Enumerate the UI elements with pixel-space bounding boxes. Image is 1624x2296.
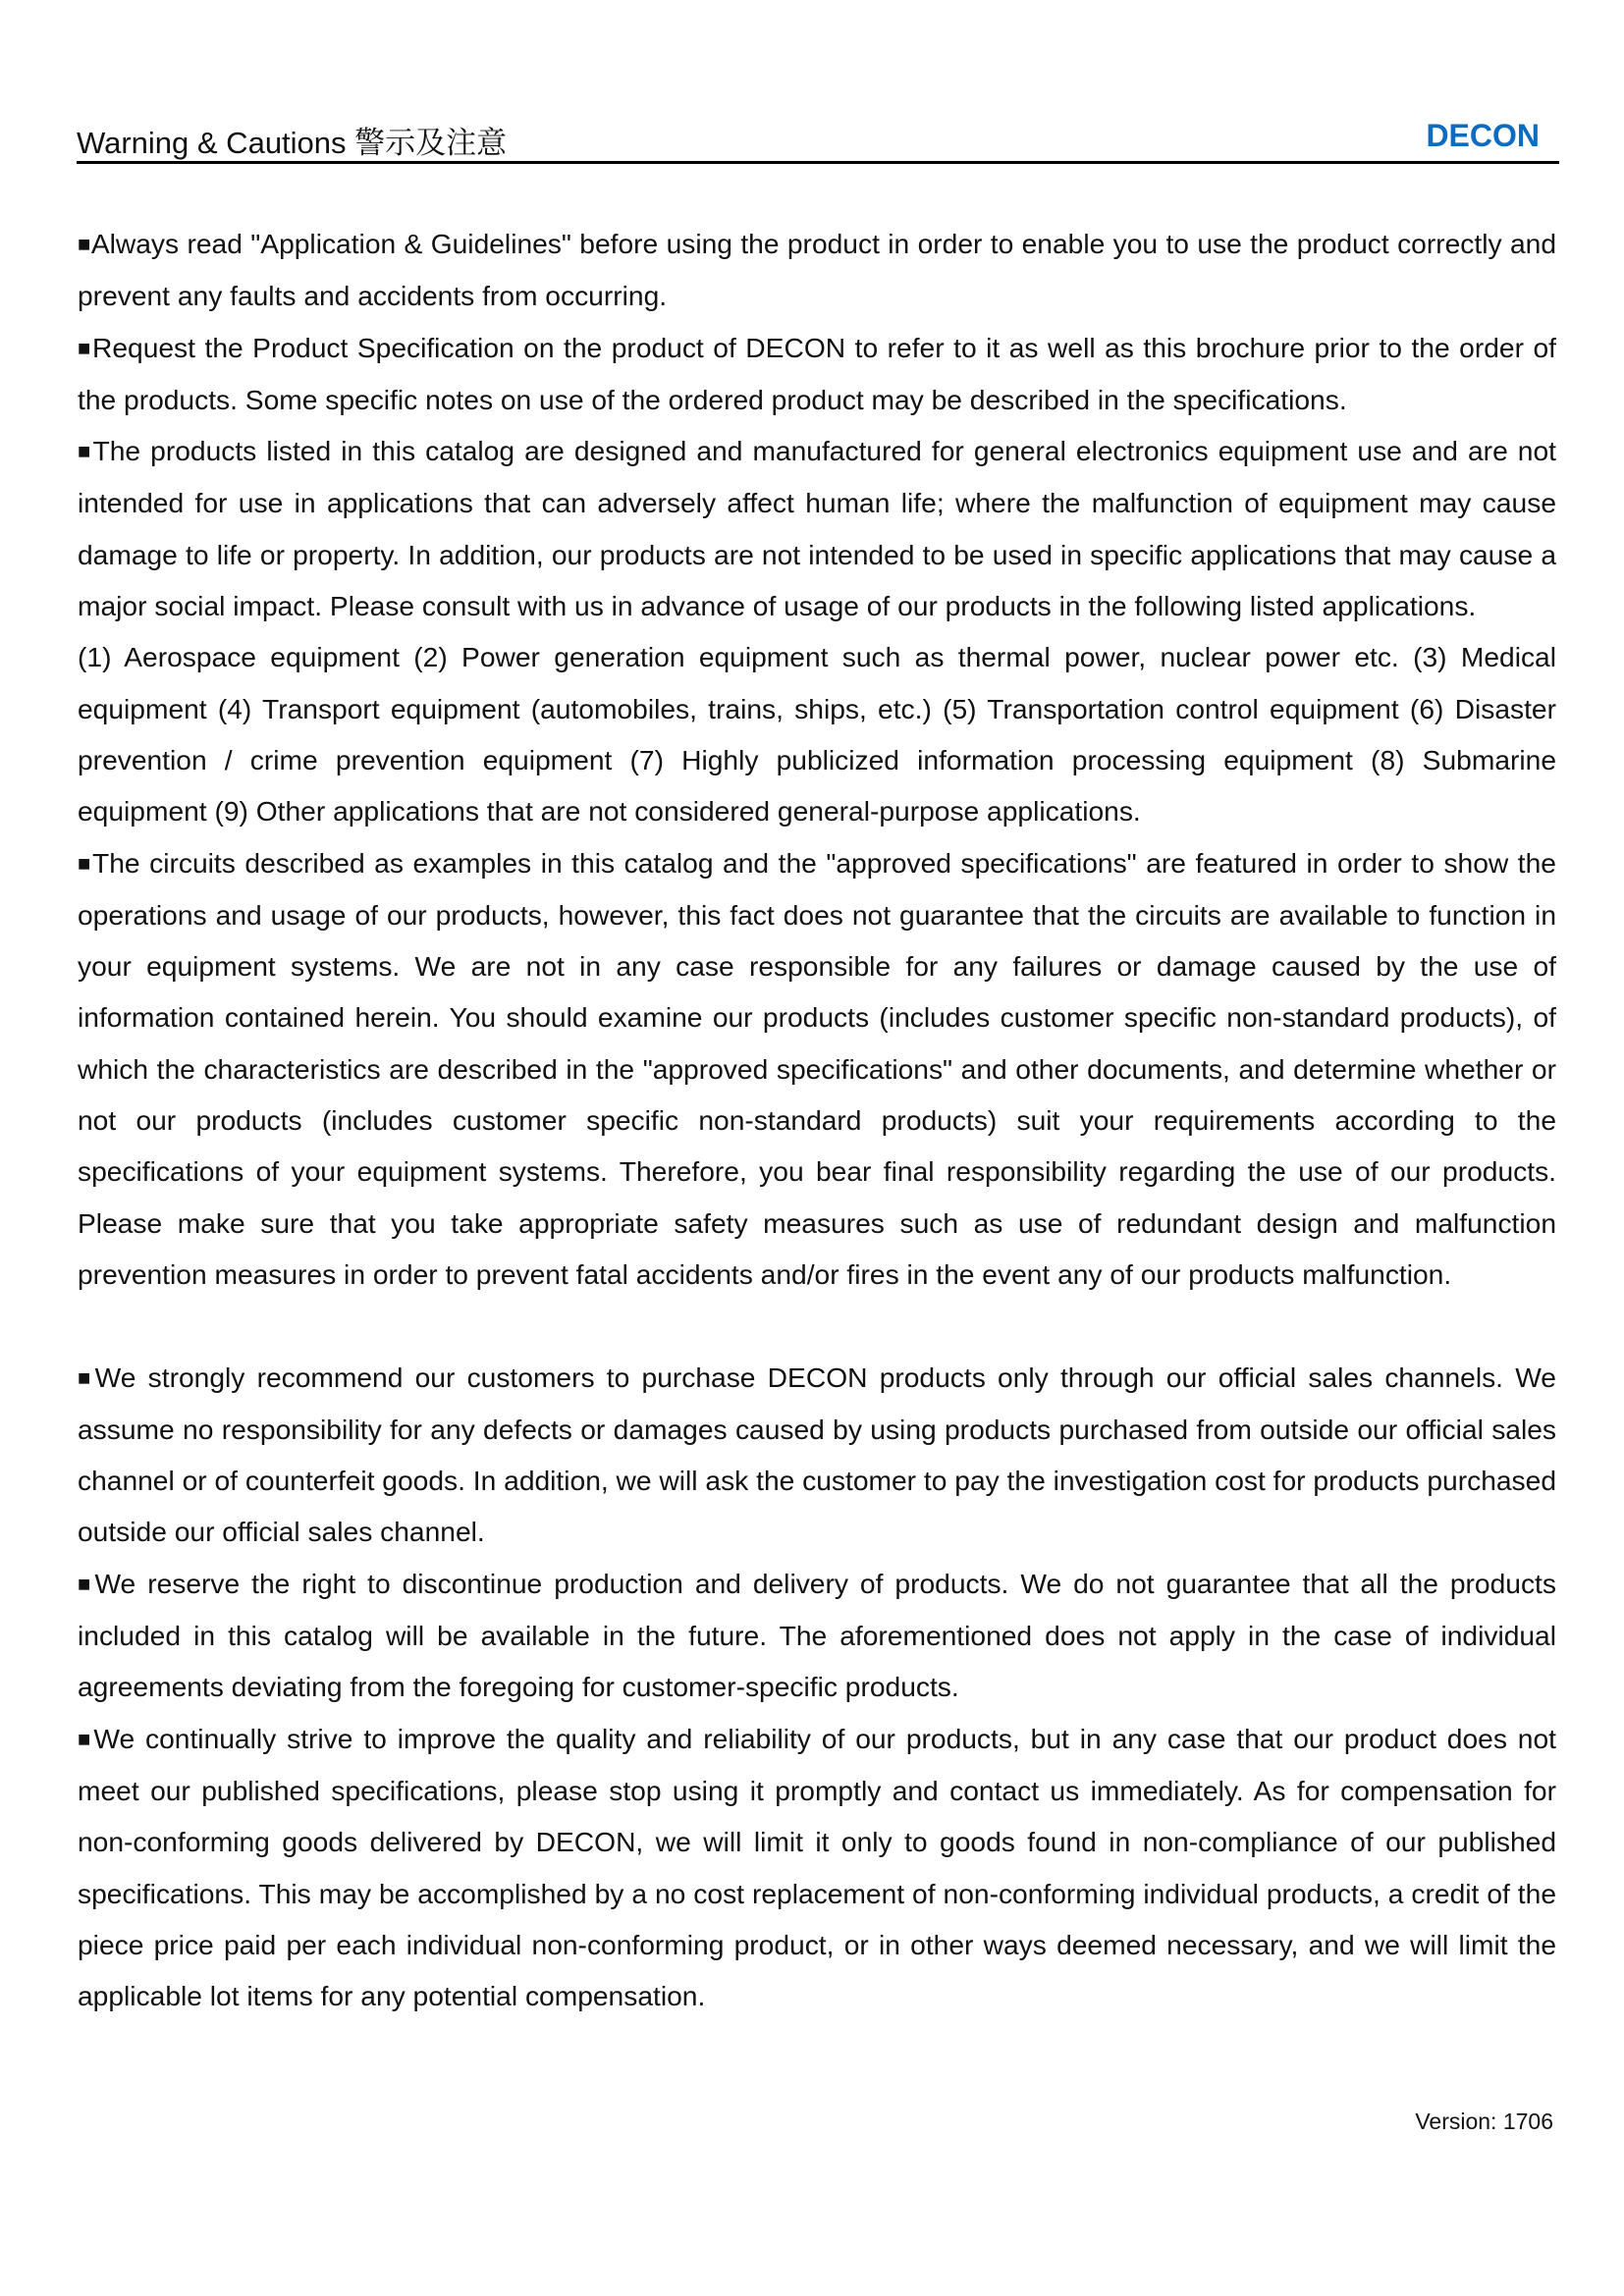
square-bullet-icon: ■ xyxy=(78,335,92,360)
application-list: (1) Aerospace equipment (2) Power generation equipment such as thermal power, nuclear power etc. (3) Medical equipment (4) Transport equipment (automobiles, trains, ships, etc.) (5) Transportation control equipment (6) Disaster prevention / crime prevention equipment (7) Highly publicized information processing equipment (8) Submarine equipment (9) Other applications that are not considered general-purpose applications. xyxy=(78,641,1556,828)
square-bullet-icon: ■ xyxy=(78,850,93,876)
square-bullet-icon: ■ xyxy=(78,1726,94,1751)
warning-paragraph: ■Always read "Application & Guidelines" before using the product in order to enable you to use the product correctly and prevent any faults and accidents from occurring. xyxy=(78,228,1556,312)
brand-logo-text: DECON xyxy=(1426,118,1540,153)
square-bullet-icon: ■ xyxy=(78,1571,95,1596)
square-bullet-icon: ■ xyxy=(78,232,91,256)
square-bullet-icon: ■ xyxy=(78,1364,95,1390)
warning-paragraph: ■The circuits described as examples in this catalog and the "approved specifications" are featured in order to show the operations and usage of our products, however, this fact does not guarantee that the circuits are available to function in your equipment systems. We are not in any case responsible for any failures or damage caused by the use of information contained herein. You should examine our products (includes customer specific non-standard products), of which the characteristics are described in the "approved specifications" and other documents, and determine whether or not our products (includes customer specific non-standard products) suit your requirements according to the specifications of your equipment systems. Therefore, you bear final responsibility regarding the use of our products. Please make sure that you take appropriate safety measures such as use of redundant design and malfunction prevention measures in order to prevent fatal accidents and/or fires in the event any of our products malfunction. xyxy=(78,846,1556,1290)
warning-paragraph: ■We reserve the right to discontinue production and delivery of products. We do not guarantee that all the products included in this catalog will be available in the future. The aforementioned does not apply in the case of individual agreements deviating from the foregoing for customer-specific products. xyxy=(78,1567,1556,1703)
square-bullet-icon: ■ xyxy=(78,439,93,464)
warning-paragraph: ■We continually strive to improve the quality and reliability of our products, but in any case that our product does not meet our published specifications, please stop using it promptly and contact us immediately. As for compensation for non-conforming goods delivered by DECON, we will limit it only to goods found in non-compliance of our published specifications. This may be accomplished by a no cost replacement of non-conforming individual products, a credit of the piece price paid per each individual non-conforming product, or in other ways deemed necessary, and we will limit the applicable lot items for any potential compensation. xyxy=(78,1722,1556,2012)
warning-paragraph: ■We strongly recommend our customers to purchase DECON products only through our official sales channels. We assume no responsibility for any defects or damages caused by using products purchased from outside our official sales channel or of counterfeit goods. In addition, we will ask the customer to pay the investigation cost for products purchased outside our official sales channel. xyxy=(78,1361,1556,1548)
page-header xyxy=(77,110,1559,164)
paragraph-spacer xyxy=(78,1300,1556,1351)
warnings-body xyxy=(78,218,1556,2021)
warning-paragraph: ■Request the Product Specification on the product of DECON to refer to it as well as this brochure prior to the order of the products. Some specific notes on use of the ordered product may be described in the specifications. xyxy=(78,331,1556,415)
warning-paragraph: ■The products listed in this catalog are designed and manufactured for general electronics equipment use and are not intended for use in applications that can adversely affect human life; where the malfunction of equipment may cause damage to life or property. In addition, our products are not intended to be used in specific applications that may cause a major social impact. Please consult with us in advance of usage of our products in the following listed applications. xyxy=(78,435,1556,622)
version-label: Version: 1706 xyxy=(1415,2109,1553,2134)
header-title: Warning & Cautions 警示及注意 xyxy=(77,126,508,160)
